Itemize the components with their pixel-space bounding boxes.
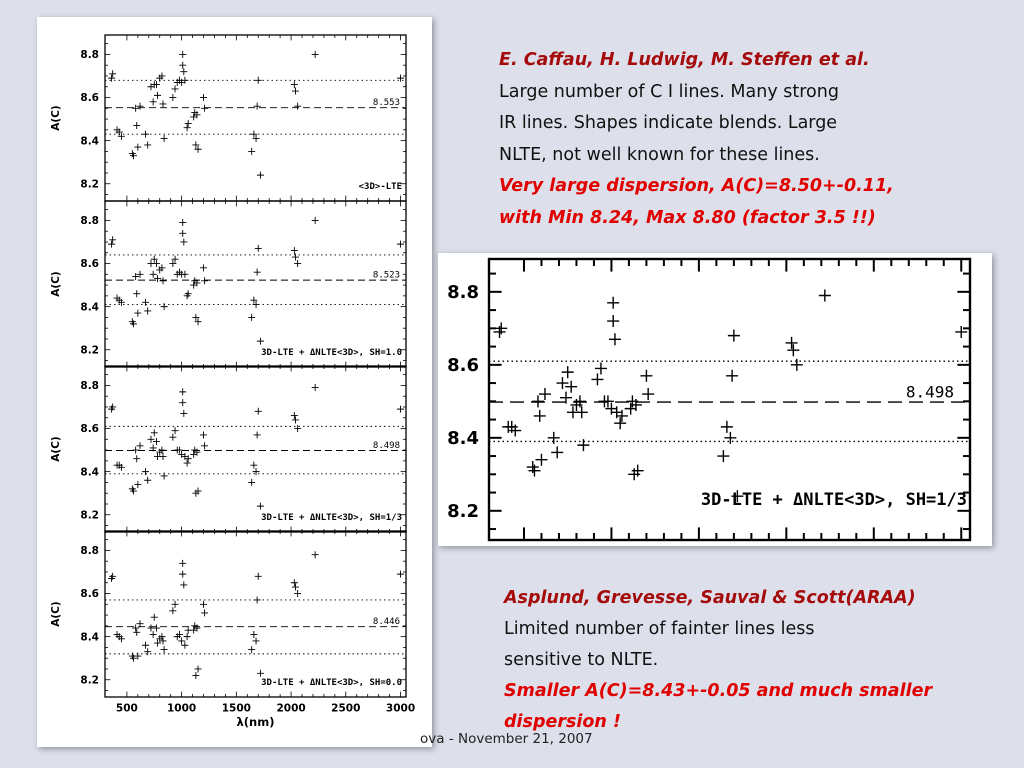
data-point — [172, 601, 179, 608]
data-point — [291, 412, 298, 419]
x-tick-label: 1000 — [167, 702, 197, 715]
data-point — [144, 141, 151, 148]
data-point — [257, 338, 264, 345]
asplund-authors: Asplund, Grevesse, Sauval & Scott(ARAA) — [504, 588, 916, 608]
data-point — [161, 303, 168, 310]
x-tick-label: 2000 — [276, 702, 306, 715]
data-point — [134, 144, 141, 151]
data-point — [154, 92, 161, 99]
caffau-emphasis: with Min 8.24, Max 8.80 (factor 3.5 !!) — [499, 207, 876, 228]
data-point — [291, 247, 298, 254]
mean-value-label: 8.553 — [372, 98, 400, 109]
data-point — [576, 406, 588, 418]
data-point — [144, 477, 151, 484]
data-point — [184, 124, 191, 131]
data-point — [142, 468, 149, 475]
data-point — [133, 122, 140, 129]
data-point — [108, 241, 115, 248]
y-tick-label: 8.8 — [80, 49, 99, 62]
y-tick-label: 8.6 — [80, 423, 99, 436]
data-point — [201, 277, 208, 284]
data-point — [161, 135, 168, 142]
data-point — [562, 366, 574, 378]
data-point — [609, 333, 621, 345]
data-point — [132, 625, 139, 632]
y-axis-label: A(C) — [50, 436, 62, 462]
y-tick-label: 8.2 — [80, 344, 99, 357]
data-point — [791, 359, 803, 371]
data-point — [294, 260, 301, 267]
data-point — [172, 427, 179, 434]
y-tick-label: 8.8 — [80, 545, 99, 558]
data-point — [254, 596, 261, 603]
y-tick-label: 8.2 — [80, 509, 99, 522]
data-point — [248, 148, 255, 155]
data-point — [257, 172, 264, 179]
stacked-abundance-figure — [37, 17, 432, 747]
data-point — [132, 447, 139, 454]
data-point — [602, 395, 614, 407]
data-point — [142, 131, 149, 138]
y-tick-label: 8.8 — [80, 380, 99, 393]
data-point — [180, 68, 187, 75]
data-point — [248, 646, 255, 653]
plot-frame — [105, 201, 406, 367]
data-point — [179, 219, 186, 226]
data-point — [184, 460, 191, 467]
data-point — [137, 620, 144, 627]
stacked-abundance-chart — [37, 17, 432, 747]
mean-value-label: 8.498 — [905, 382, 954, 402]
x-tick-label: 500 — [115, 702, 138, 715]
data-point — [292, 584, 299, 591]
data-point — [151, 614, 158, 621]
data-point — [614, 417, 626, 429]
asplund-emphasis: Smaller A(C)=8.43+-0.05 and much smaller — [504, 681, 933, 701]
data-point — [160, 100, 167, 107]
data-point — [160, 453, 167, 460]
data-point — [179, 388, 186, 395]
data-point — [255, 245, 262, 252]
panel-caption: <3D>-LTE — [358, 182, 402, 192]
data-point — [255, 77, 262, 84]
caffau-authors: E. Caffau, H. Ludwig, M. Steffen et al. — [499, 50, 870, 70]
mean-value-label: 8.498 — [372, 440, 400, 451]
data-point — [595, 362, 607, 374]
plot-frame — [105, 531, 406, 697]
data-point — [178, 637, 185, 644]
data-point — [255, 573, 262, 580]
y-tick-label: 8.4 — [447, 428, 479, 450]
data-point — [532, 395, 544, 407]
data-point — [607, 297, 619, 309]
data-point — [291, 579, 298, 586]
zoomed-abundance-figure — [438, 253, 992, 546]
data-point — [312, 217, 319, 224]
data-point — [201, 609, 208, 616]
panel-caption: 3D-LTE + ΔNLTE<3D>, SH=1/3 — [700, 490, 967, 510]
caffau-line: NLTE, not well known for these lines. — [499, 144, 820, 165]
plot-frame — [105, 35, 406, 201]
y-tick-label: 8.4 — [80, 466, 99, 479]
data-point — [179, 399, 186, 406]
data-point — [169, 94, 176, 101]
data-point — [134, 310, 141, 317]
data-point — [721, 421, 733, 433]
y-tick-label: 8.8 — [447, 282, 479, 304]
asplund-line: Limited number of fainter lines less — [504, 619, 815, 639]
data-point — [201, 442, 208, 449]
data-point — [312, 384, 319, 391]
y-tick-label: 8.4 — [80, 631, 99, 644]
data-point — [312, 551, 319, 558]
data-point — [133, 629, 140, 636]
y-tick-label: 8.6 — [80, 258, 99, 271]
data-point — [591, 373, 603, 385]
data-point — [248, 479, 255, 486]
data-point — [250, 631, 257, 638]
data-point — [180, 410, 187, 417]
data-point — [181, 642, 188, 649]
data-point — [787, 344, 799, 356]
data-point — [254, 103, 261, 110]
y-axis-label: A(C) — [50, 271, 62, 297]
asplund-emphasis: dispersion ! — [504, 712, 621, 732]
data-point — [109, 236, 116, 243]
data-point — [184, 633, 191, 640]
panel-caption: 3D-LTE + ΔNLTE<3D>, SH=0.0 — [261, 678, 402, 688]
y-tick-label: 8.4 — [80, 135, 99, 148]
data-point — [257, 670, 264, 677]
data-point — [724, 432, 736, 444]
data-point — [133, 290, 140, 297]
data-point — [185, 120, 192, 127]
data-point — [397, 406, 404, 413]
data-point — [257, 503, 264, 510]
caffau-line: IR lines. Shapes indicate blends. Large — [499, 113, 838, 133]
data-point — [201, 105, 208, 112]
data-point — [642, 388, 654, 400]
data-point — [294, 103, 301, 110]
data-point — [200, 94, 207, 101]
y-tick-label: 8.2 — [447, 501, 479, 523]
data-point — [142, 299, 149, 306]
data-point — [535, 454, 547, 466]
data-point — [133, 455, 140, 462]
data-point — [150, 271, 157, 278]
data-point — [200, 431, 207, 438]
y-tick-label: 8.2 — [80, 178, 99, 191]
data-point — [312, 51, 319, 58]
data-point — [153, 625, 160, 632]
data-point — [169, 607, 176, 614]
data-point — [192, 672, 199, 679]
data-point — [254, 431, 261, 438]
data-point — [150, 98, 157, 105]
data-point — [150, 631, 157, 638]
data-point — [179, 560, 186, 567]
mean-value-label: 8.523 — [372, 270, 400, 281]
data-point — [250, 462, 257, 469]
data-point — [134, 481, 141, 488]
caffau-line: Large number of C I lines. Many strong — [499, 81, 839, 102]
y-tick-label: 8.4 — [80, 301, 99, 314]
caffau-emphasis: Very large dispersion, A(C)=8.50+-0.11, — [499, 176, 894, 196]
x-tick-label: 3000 — [385, 702, 416, 715]
data-point — [195, 665, 202, 672]
y-tick-label: 8.6 — [80, 588, 99, 601]
x-tick-label: 1500 — [221, 702, 251, 715]
y-axis-label: A(C) — [50, 601, 62, 627]
data-point — [292, 416, 299, 423]
data-point — [144, 307, 151, 314]
y-tick-label: 8.6 — [447, 355, 479, 377]
mean-value-label: 8.446 — [372, 617, 400, 628]
caffau-summary — [499, 45, 894, 234]
zoomed-abundance-chart — [438, 253, 992, 546]
plot-frame — [105, 366, 406, 532]
data-point — [179, 230, 186, 237]
data-point — [172, 85, 179, 92]
y-tick-label: 8.2 — [80, 674, 99, 687]
data-point — [397, 571, 404, 578]
data-point — [551, 446, 563, 458]
data-point — [728, 330, 740, 342]
footer-text: ova - November 21, 2007 — [420, 731, 593, 747]
data-point — [254, 269, 261, 276]
data-point — [607, 315, 619, 327]
data-point — [179, 62, 186, 69]
data-point — [253, 637, 260, 644]
asplund-line: sensitive to NLTE. — [504, 650, 659, 670]
data-point — [151, 429, 158, 436]
data-point — [179, 51, 186, 58]
data-point — [786, 337, 798, 349]
data-point — [255, 408, 262, 415]
x-axis-label: λ(nm) — [236, 715, 275, 729]
data-point — [200, 264, 207, 271]
x-tick-label: 2500 — [331, 702, 361, 715]
data-point — [640, 370, 652, 382]
data-point — [161, 472, 168, 479]
data-point — [109, 70, 116, 77]
data-point — [161, 646, 168, 653]
data-point — [397, 241, 404, 248]
data-point — [291, 81, 298, 88]
data-point — [717, 450, 729, 462]
data-point — [726, 370, 738, 382]
data-point — [180, 581, 187, 588]
asplund-summary — [504, 583, 932, 738]
y-tick-label: 8.8 — [80, 215, 99, 228]
data-point — [539, 388, 551, 400]
y-tick-label: 8.6 — [80, 92, 99, 105]
y-axis-label: A(C) — [50, 105, 62, 131]
data-point — [819, 289, 831, 301]
panel-caption: 3D-LTE + ΔNLTE<3D>, SH=1/3 — [261, 513, 402, 523]
data-point — [294, 590, 301, 597]
data-point — [292, 254, 299, 261]
data-point — [142, 642, 149, 649]
data-point — [169, 434, 176, 441]
data-point — [292, 88, 299, 95]
panel-caption: 3D-LTE + ΔNLTE<3D>, SH=1.0 — [261, 348, 402, 358]
data-point — [137, 442, 144, 449]
data-point — [534, 410, 546, 422]
data-point — [180, 238, 187, 245]
data-point — [248, 314, 255, 321]
data-point — [200, 601, 207, 608]
data-point — [179, 571, 186, 578]
